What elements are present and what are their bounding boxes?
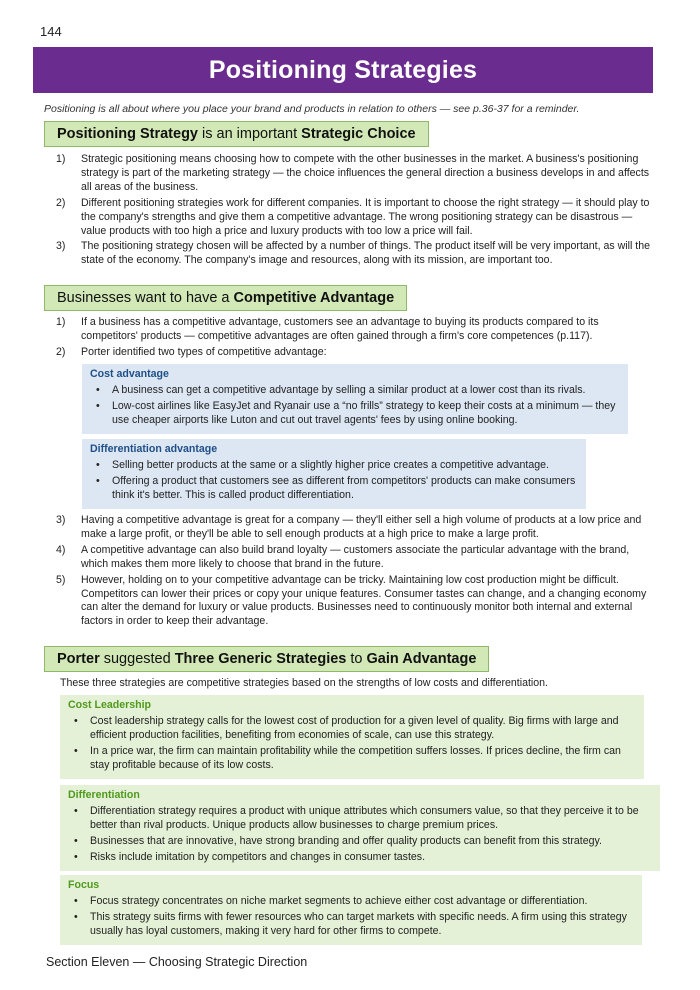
page-footer: Section Eleven — Choosing Strategic Direction bbox=[46, 955, 308, 969]
list-item: 5) However, holding on to your competitive advantage can be tricky. Maintaining low cost production might be difficult. Competitors can lower their prices or copy your unique features. Consumer tastes can change, and a changing economy can alter the demand for luxury or value products. Businesses need to continuously monitor both internal and external factors in order to keep their advantage. bbox=[56, 573, 647, 628]
bullet-item: • Low-cost airlines like EasyJet and Ryanair use a “no frills” strategy to keep their costs at a minimum — they use cheaper airports like Luton and cut out travel agents' fees by using online booking. bbox=[90, 400, 620, 428]
bullet-item: • Differentiation strategy requires a product with unique attributes which consumers value, so that they perceive it to be better than rival products. Unique products allow businesses to charge premium prices. bbox=[68, 805, 652, 833]
differentiation-box bbox=[60, 785, 660, 871]
bullet-item: • Selling better products at the same or a slightly higher price creates a competitive advantage. bbox=[90, 459, 578, 473]
bullet-item: • Focus strategy concentrates on niche market segments to achieve either cost advantage or differentiation. bbox=[68, 895, 634, 909]
section-heading-porter: Porter suggested Three Generic Strategies to Gain Advantage bbox=[44, 646, 489, 672]
bullet-item: • This strategy suits firms with fewer resources who can target markets with specific needs. A firm using this strategy usually has loyal customers, making it very hard for other firms to compete. bbox=[68, 911, 634, 939]
section-heading-competitive-advantage: Businesses want to have a Competitive Advantage bbox=[44, 285, 407, 311]
focus-box bbox=[60, 875, 642, 945]
bullet-item: • In a price war, the firm can maintain profitability while the competition suffers losses. If prices decline, the firm can stay profitable because of its low costs. bbox=[68, 745, 636, 773]
section-heading-positioning: Positioning Strategy is an important Strategic Choice bbox=[44, 121, 429, 147]
box-title: Cost Leadership bbox=[68, 699, 152, 711]
porter-intro: These three strategies are competitive strategies based on the strengths of low costs and differentiation. bbox=[60, 677, 548, 689]
list-item: 2) Different positioning strategies work for different companies. It is important to choose the right strategy — it should play to the company's strengths and give them a competitive advantage. The wrong positioning strategy can be disastrous — value products with too high a price and luxury products with too low a price will fail. bbox=[56, 196, 650, 237]
box-title: Cost advantage bbox=[90, 368, 169, 380]
box-title: Focus bbox=[68, 879, 100, 891]
box-title: Differentiation advantage bbox=[90, 443, 218, 455]
list-item: 2) Porter identified two types of competitive advantage: bbox=[56, 345, 327, 358]
page-title: Positioning Strategies bbox=[33, 47, 653, 93]
cost-leadership-box bbox=[60, 695, 644, 779]
competitive-list-a bbox=[44, 316, 656, 362]
positioning-list bbox=[44, 153, 656, 270]
list-item: 3) Having a competitive advantage is great for a company — they'll either sell a high volume of products at a low price and make a large profit, or they'll be able to sell enough products at a high price to make a large profit. bbox=[56, 514, 642, 540]
bullet-item: • Risks include imitation by competitors and changes in consumer tastes. bbox=[68, 851, 652, 865]
list-item: 3) The positioning strategy chosen will be affected by a number of things. The product itself will be very important, as will the state of the economy. The company's image and resources, along with its mission, are important too. bbox=[56, 240, 651, 267]
list-item: 1) Strategic positioning means choosing how to compete with the other businesses in the market. A business's positioning strategy is part of the marketing strategy — the choice influences the general direction a business develops in and affects all areas of the business. bbox=[56, 153, 650, 193]
bullet-item: • Offering a product that customers see as different from competitors' products can make consumers think it's better. This is called product differentiation. bbox=[90, 475, 578, 503]
competitive-list-b bbox=[44, 514, 656, 631]
bullet-item: • Businesses that are innovative, have strong branding and offer quality products can benefit from this strategy. bbox=[68, 835, 652, 849]
bullet-item: • Cost leadership strategy calls for the lowest cost of production for a given level of quality. Big firms with large and efficient production facilities, benefiting from economies of scale, can use this strategy. bbox=[68, 715, 636, 743]
bullet-item: • A business can get a competitive advantage by selling a similar product at a lower cost than its rivals. bbox=[90, 384, 620, 398]
box-title: Differentiation bbox=[68, 789, 140, 801]
cost-advantage-box bbox=[82, 364, 628, 434]
list-item: 4) A competitive advantage can also build brand loyalty — customers associate the particular advantage with the brand, which makes them more likely to choose that brand in the future. bbox=[56, 543, 630, 570]
list-item: 1) If a business has a competitive advantage, customers see an advantage to buying its products compared to its competitors' products — competitive advantages are often gained through a firm's core competences (p.117). bbox=[56, 316, 599, 342]
differentiation-advantage-box bbox=[82, 439, 586, 509]
intro-text: Positioning is all about where you place your brand and products in relation to others — see p.36-37 for a reminder. bbox=[44, 103, 580, 115]
page-number: 144 bbox=[40, 24, 62, 39]
